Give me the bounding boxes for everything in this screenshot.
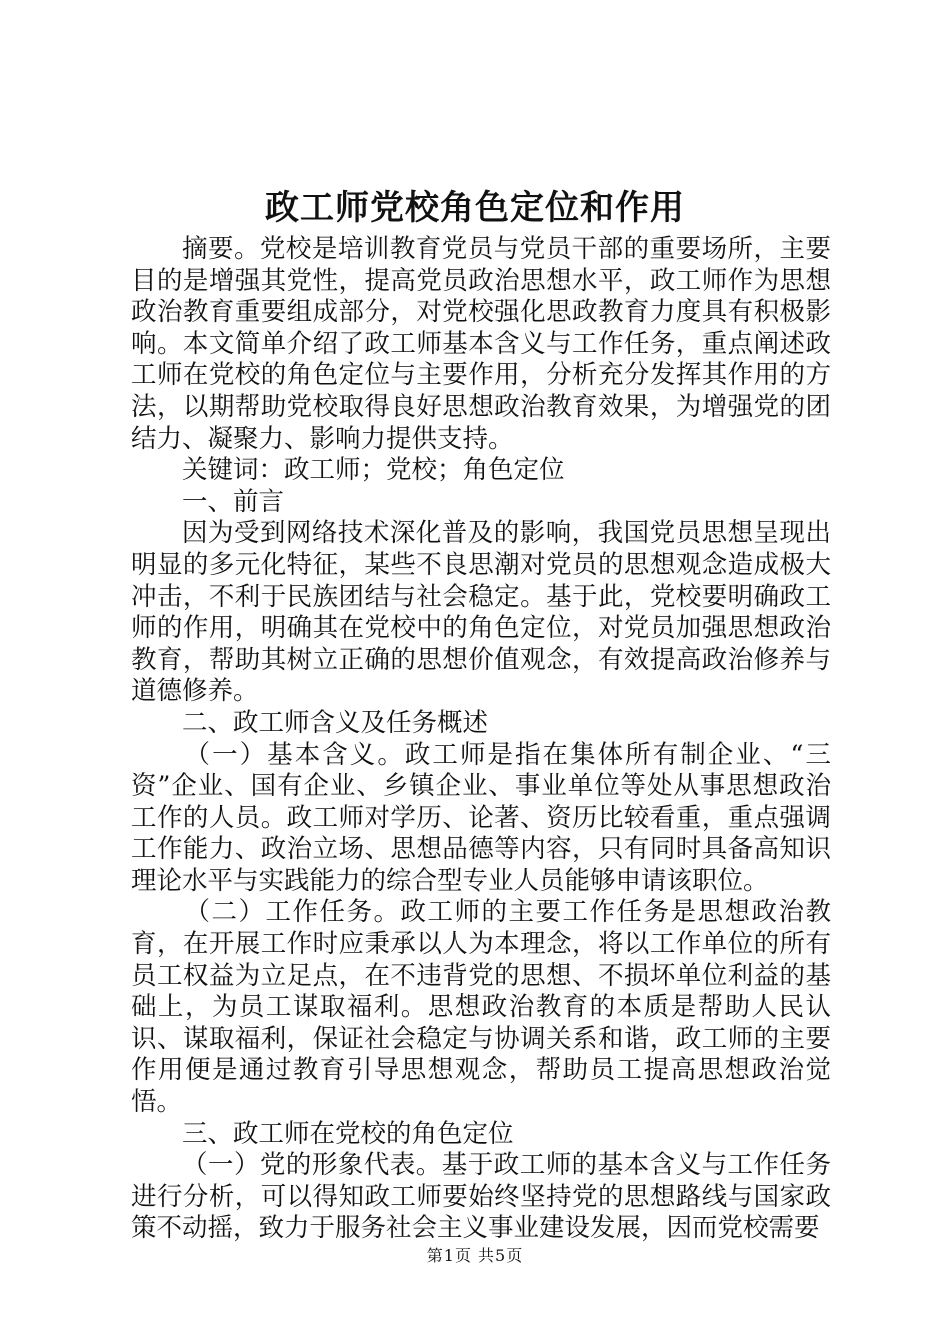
document-title: 政工师党校角色定位和作用: [265, 188, 685, 228]
preface-paragraph: 因为受到网络技术深化普及的影响，我国党员思想呈现出明显的多元化特征，某些不良思潮对党员的思想观念造成极大冲击，不利于民族团结与社会稳定。基于此，党校要明确政工师的作用，明确其在党校中的角色定位，对党员加强思想政治教育，帮助其树立正确的思想价值观念，有效提高政治修养与道德修养。: [131, 518, 831, 707]
page-number-footer: 第1页 共5页: [426, 1246, 524, 1265]
keywords-line: 关键词：政工师；党校；角色定位: [182, 455, 565, 486]
section-heading-role: 三、政工师在党校的角色定位: [182, 1118, 514, 1149]
tasks-paragraph: （二）工作任务。政工师的主要工作任务是思想政治教育，在开展工作时应秉承以人为本理念，将以工作单位的所有员工权益为立足点，在不违背党的思想、不损坏单位利益的基础上，为员工谋取福利。思想政治教育的本质是帮助人民认识、谋取福利，保证社会稳定与协调关系和谐，政工师的主要作用便是通过教育引导思想观念，帮助员工提高思想政治觉悟。: [131, 897, 831, 1118]
role-paragraph: （一）党的形象代表。基于政工师的基本含义与工作任务进行分析，可以得知政工师要始终坚持党的思想路线与国家政策不动摇，致力于服务社会主义事业建设发展，因而党校需要: [131, 1150, 831, 1244]
definition-paragraph: （一）基本含义。政工师是指在集体所有制企业、“三资”企业、国有企业、乡镇企业、事业单位等处从事思想政治工作的人员。政工师对学历、论著、资历比较看重，重点强调工作能力、政治立场、思想品德等内容，只有同时具备高知识理论水平与实践能力的综合型专业人员能够申请该职位。: [131, 739, 831, 896]
document-body: [131, 234, 831, 1245]
section-heading-definition: 二、政工师含义及任务概述: [182, 707, 489, 738]
section-heading-preface: 一、前言: [182, 486, 285, 517]
abstract-paragraph: 摘要。党校是培训教育党员与党员干部的重要场所，主要目的是增强其党性，提高党员政治思想水平，政工师作为思想政治教育重要组成部分，对党校强化思政教育力度具有积极影响。本文简单介绍了政工师基本含义与工作任务，重点阐述政工师在党校的角色定位与主要作用，分析充分发挥其作用的方法，以期帮助党校取得良好思想政治教育效果，为增强党的团结力、凝聚力、影响力提供支持。: [131, 234, 831, 454]
